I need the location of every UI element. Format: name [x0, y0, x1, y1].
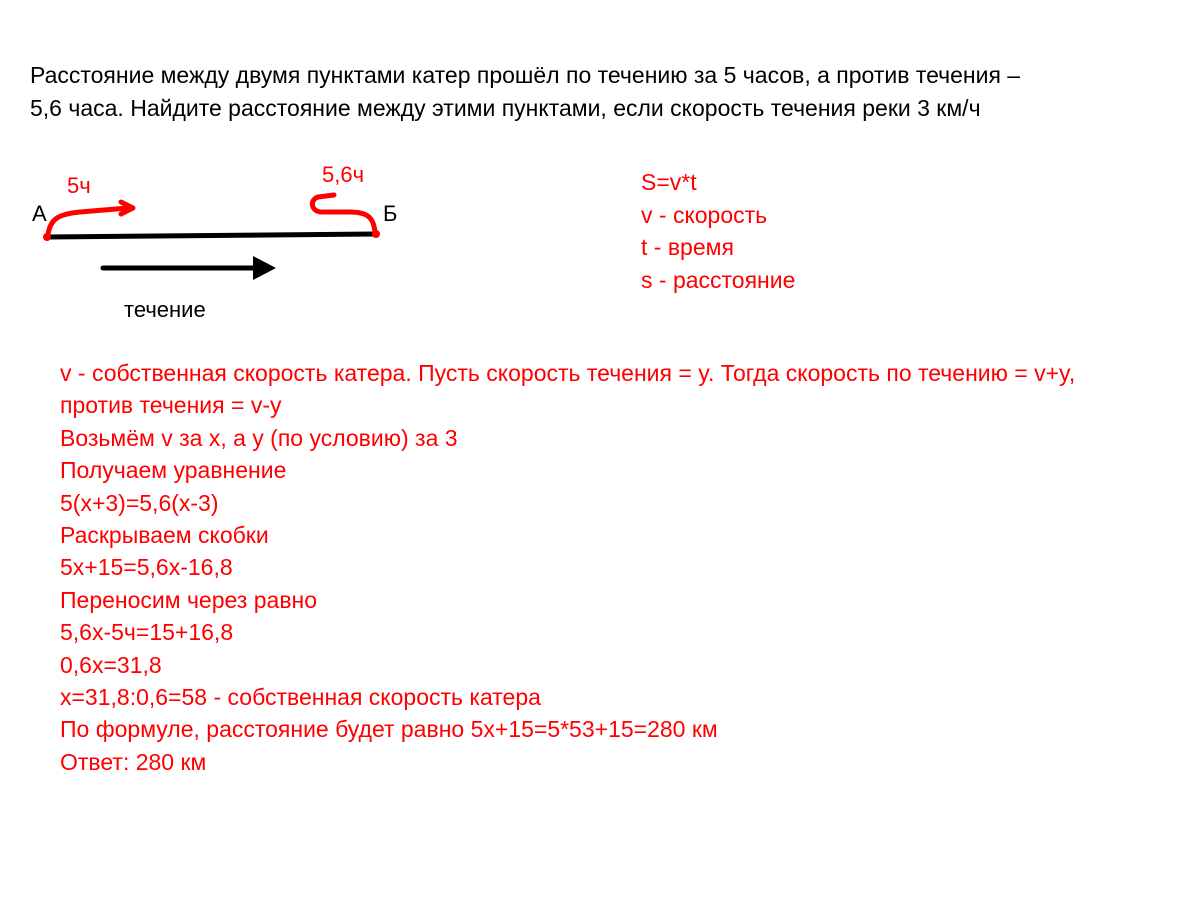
downstream-arrow: [48, 208, 128, 235]
problem-line: Расстояние между двумя пунктами катер прошёл по течению за 5 часов, а против течения –: [30, 62, 1021, 88]
equation-line: 5x+15=5,6x-16,8: [60, 554, 233, 581]
point-b-label: Б: [383, 201, 398, 226]
point-a-label: А: [32, 201, 47, 226]
solution-line: против течения = v-y: [60, 392, 282, 419]
segment-ab: [48, 234, 376, 237]
formula-line: S=v*t: [641, 169, 697, 195]
equation-line: 5,6x-5ч=15+16,8: [60, 619, 234, 646]
formula-block: [641, 166, 795, 297]
solution-line: v - собственная скорость катера. Пусть скорость течения = y. Тогда скорость по течению = v+y,: [60, 360, 1076, 386]
time-downstream-label: 5ч: [67, 173, 91, 198]
formula-line: t - время: [641, 234, 734, 261]
current-label: течение: [124, 297, 206, 322]
upstream-arrow: [312, 195, 375, 233]
equation-line: 5(x+3)=5,6(x-3): [60, 489, 219, 516]
equation-line: 0,6x=31,8: [60, 651, 162, 678]
time-upstream-label: 5,6ч: [322, 162, 365, 187]
formula-line: s - расстояние: [641, 267, 796, 294]
equation-line: x=31,8:0,6=58 - собственная скорость катера: [60, 684, 541, 711]
solution-line: Переносим через равно: [60, 586, 318, 613]
problem-statement: [30, 59, 1020, 125]
current-arrowhead: [253, 256, 276, 280]
solution-line: Возьмём v за x, а y (по условию) за 3: [60, 424, 458, 451]
solution-line: Раскрываем скобки: [60, 522, 269, 549]
answer-line: Ответ: 280 км: [60, 748, 207, 775]
solution-block: [60, 357, 1075, 778]
problem-line: 5,6 часа. Найдите расстояние между этими пунктами, если скорость течения реки 3 км/ч: [30, 95, 981, 121]
solution-line: По формуле, расстояние будет равно 5x+15=5*53+15=280 км: [60, 716, 718, 743]
solution-line: Получаем уравнение: [60, 457, 287, 484]
formula-line: v - скорость: [641, 201, 768, 228]
